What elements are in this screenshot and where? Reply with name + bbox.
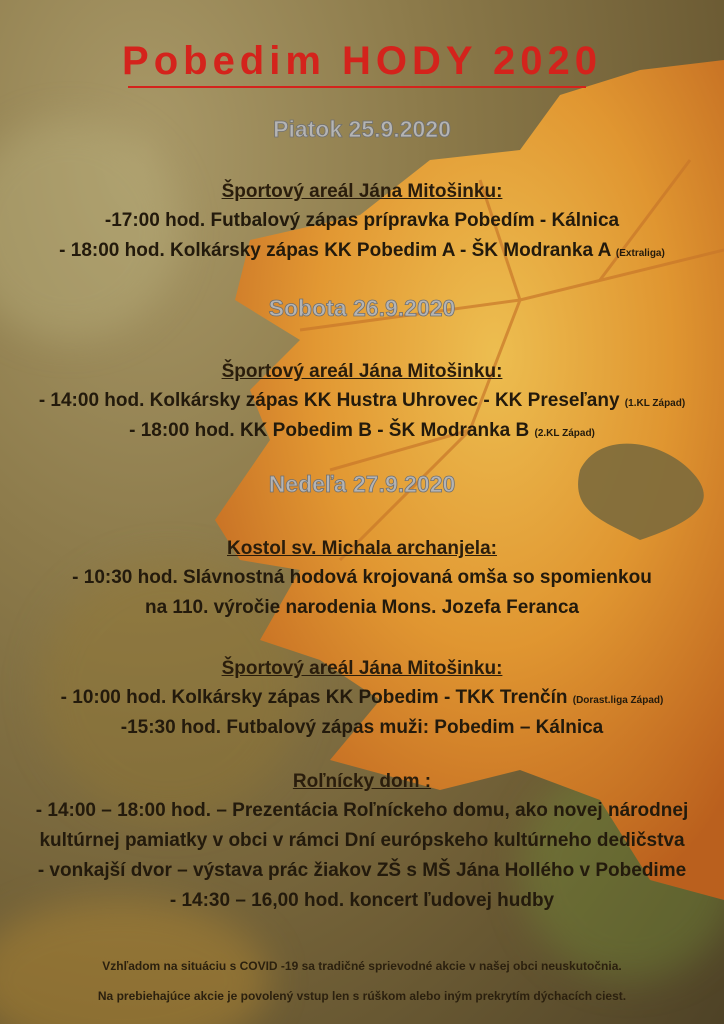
- league-note: (Extraliga): [615, 248, 665, 259]
- venue-heading: Športový areál Jána Mitošinku:: [221, 181, 503, 202]
- league-note: (Dorast.liga Západ): [572, 695, 664, 706]
- venue-heading: Kostol sv. Michala archanjela:: [227, 538, 497, 559]
- event-text: -15:30 hod. Futbalový zápas muži: Pobedim – Kálnica: [120, 717, 604, 738]
- day-label: Sobota 26.9.2020: [268, 295, 456, 321]
- event-line: [0, 208, 724, 234]
- event-line: [0, 238, 724, 267]
- event-text: -17:00 hod. Futbalový zápas prípravka Pobedím - Kálnica: [104, 210, 620, 231]
- day-label: Nedeľa 27.9.2020: [268, 471, 456, 497]
- event-text: - 14:00 hod. Kolkársky zápas KK Hustra Uhrovec - KK Preseľany: [38, 390, 625, 411]
- event-line: [0, 388, 724, 417]
- event-text: - vonkajší dvor – výstava prác žiakov ZŠ s MŠ Jána Hollého v Pobedime: [37, 860, 687, 881]
- league-note: (1.KL Západ): [624, 398, 686, 409]
- covid-notice: Na prebiehajúce akcie je povolený vstup len s rúškom alebo iným prekrytím dýchacích ciest.: [97, 989, 627, 1003]
- poster-title: Pobedim HODY 2020: [122, 39, 602, 83]
- event-line: [0, 858, 724, 884]
- event-text: - 18:00 hod. KK Pobedim B - ŠK Modranka B: [129, 420, 535, 441]
- event-text: kultúrnej pamiatky v obci v rámci Dní európskeho kultúrneho dedičstva: [39, 830, 685, 851]
- event-line: [0, 418, 724, 447]
- event-text: - 10:00 hod. Kolkársky zápas KK Pobedim - TKK Trenčín: [60, 687, 573, 708]
- event-line: [0, 595, 724, 621]
- event-line: [0, 565, 724, 591]
- event-line: [0, 798, 724, 824]
- event-line: [0, 828, 724, 854]
- covid-notice: Vzhľadom na situáciu s COVID -19 sa tradičné sprievodné akcie v našej obci neuskutočnia.: [102, 959, 622, 973]
- event-line: [0, 685, 724, 714]
- event-text: na 110. výročie narodenia Mons. Jozefa Feranca: [144, 597, 579, 618]
- venue-heading: Športový areál Jána Mitošinku:: [221, 361, 503, 382]
- event-text: - 18:00 hod. Kolkársky zápas KK Pobedim A - ŠK Modranka A: [59, 240, 616, 261]
- venue-heading: Roľnícky dom :: [292, 771, 432, 792]
- league-note: (2.KL Západ): [534, 428, 595, 439]
- title-underline: [128, 86, 586, 88]
- event-line: [0, 888, 724, 914]
- venue-heading: Športový areál Jána Mitošinku:: [221, 658, 503, 679]
- day-label: Piatok 25.9.2020: [273, 116, 451, 142]
- event-text: - 14:00 – 18:00 hod. – Prezentácia Roľníckeho domu, ako novej národnej: [35, 800, 689, 821]
- event-line: [0, 715, 724, 741]
- event-text: - 14:30 – 16,00 hod. koncert ľudovej hudby: [169, 890, 555, 911]
- event-text: - 10:30 hod. Slávnostná hodová krojovaná omša so spomienkou: [72, 567, 652, 588]
